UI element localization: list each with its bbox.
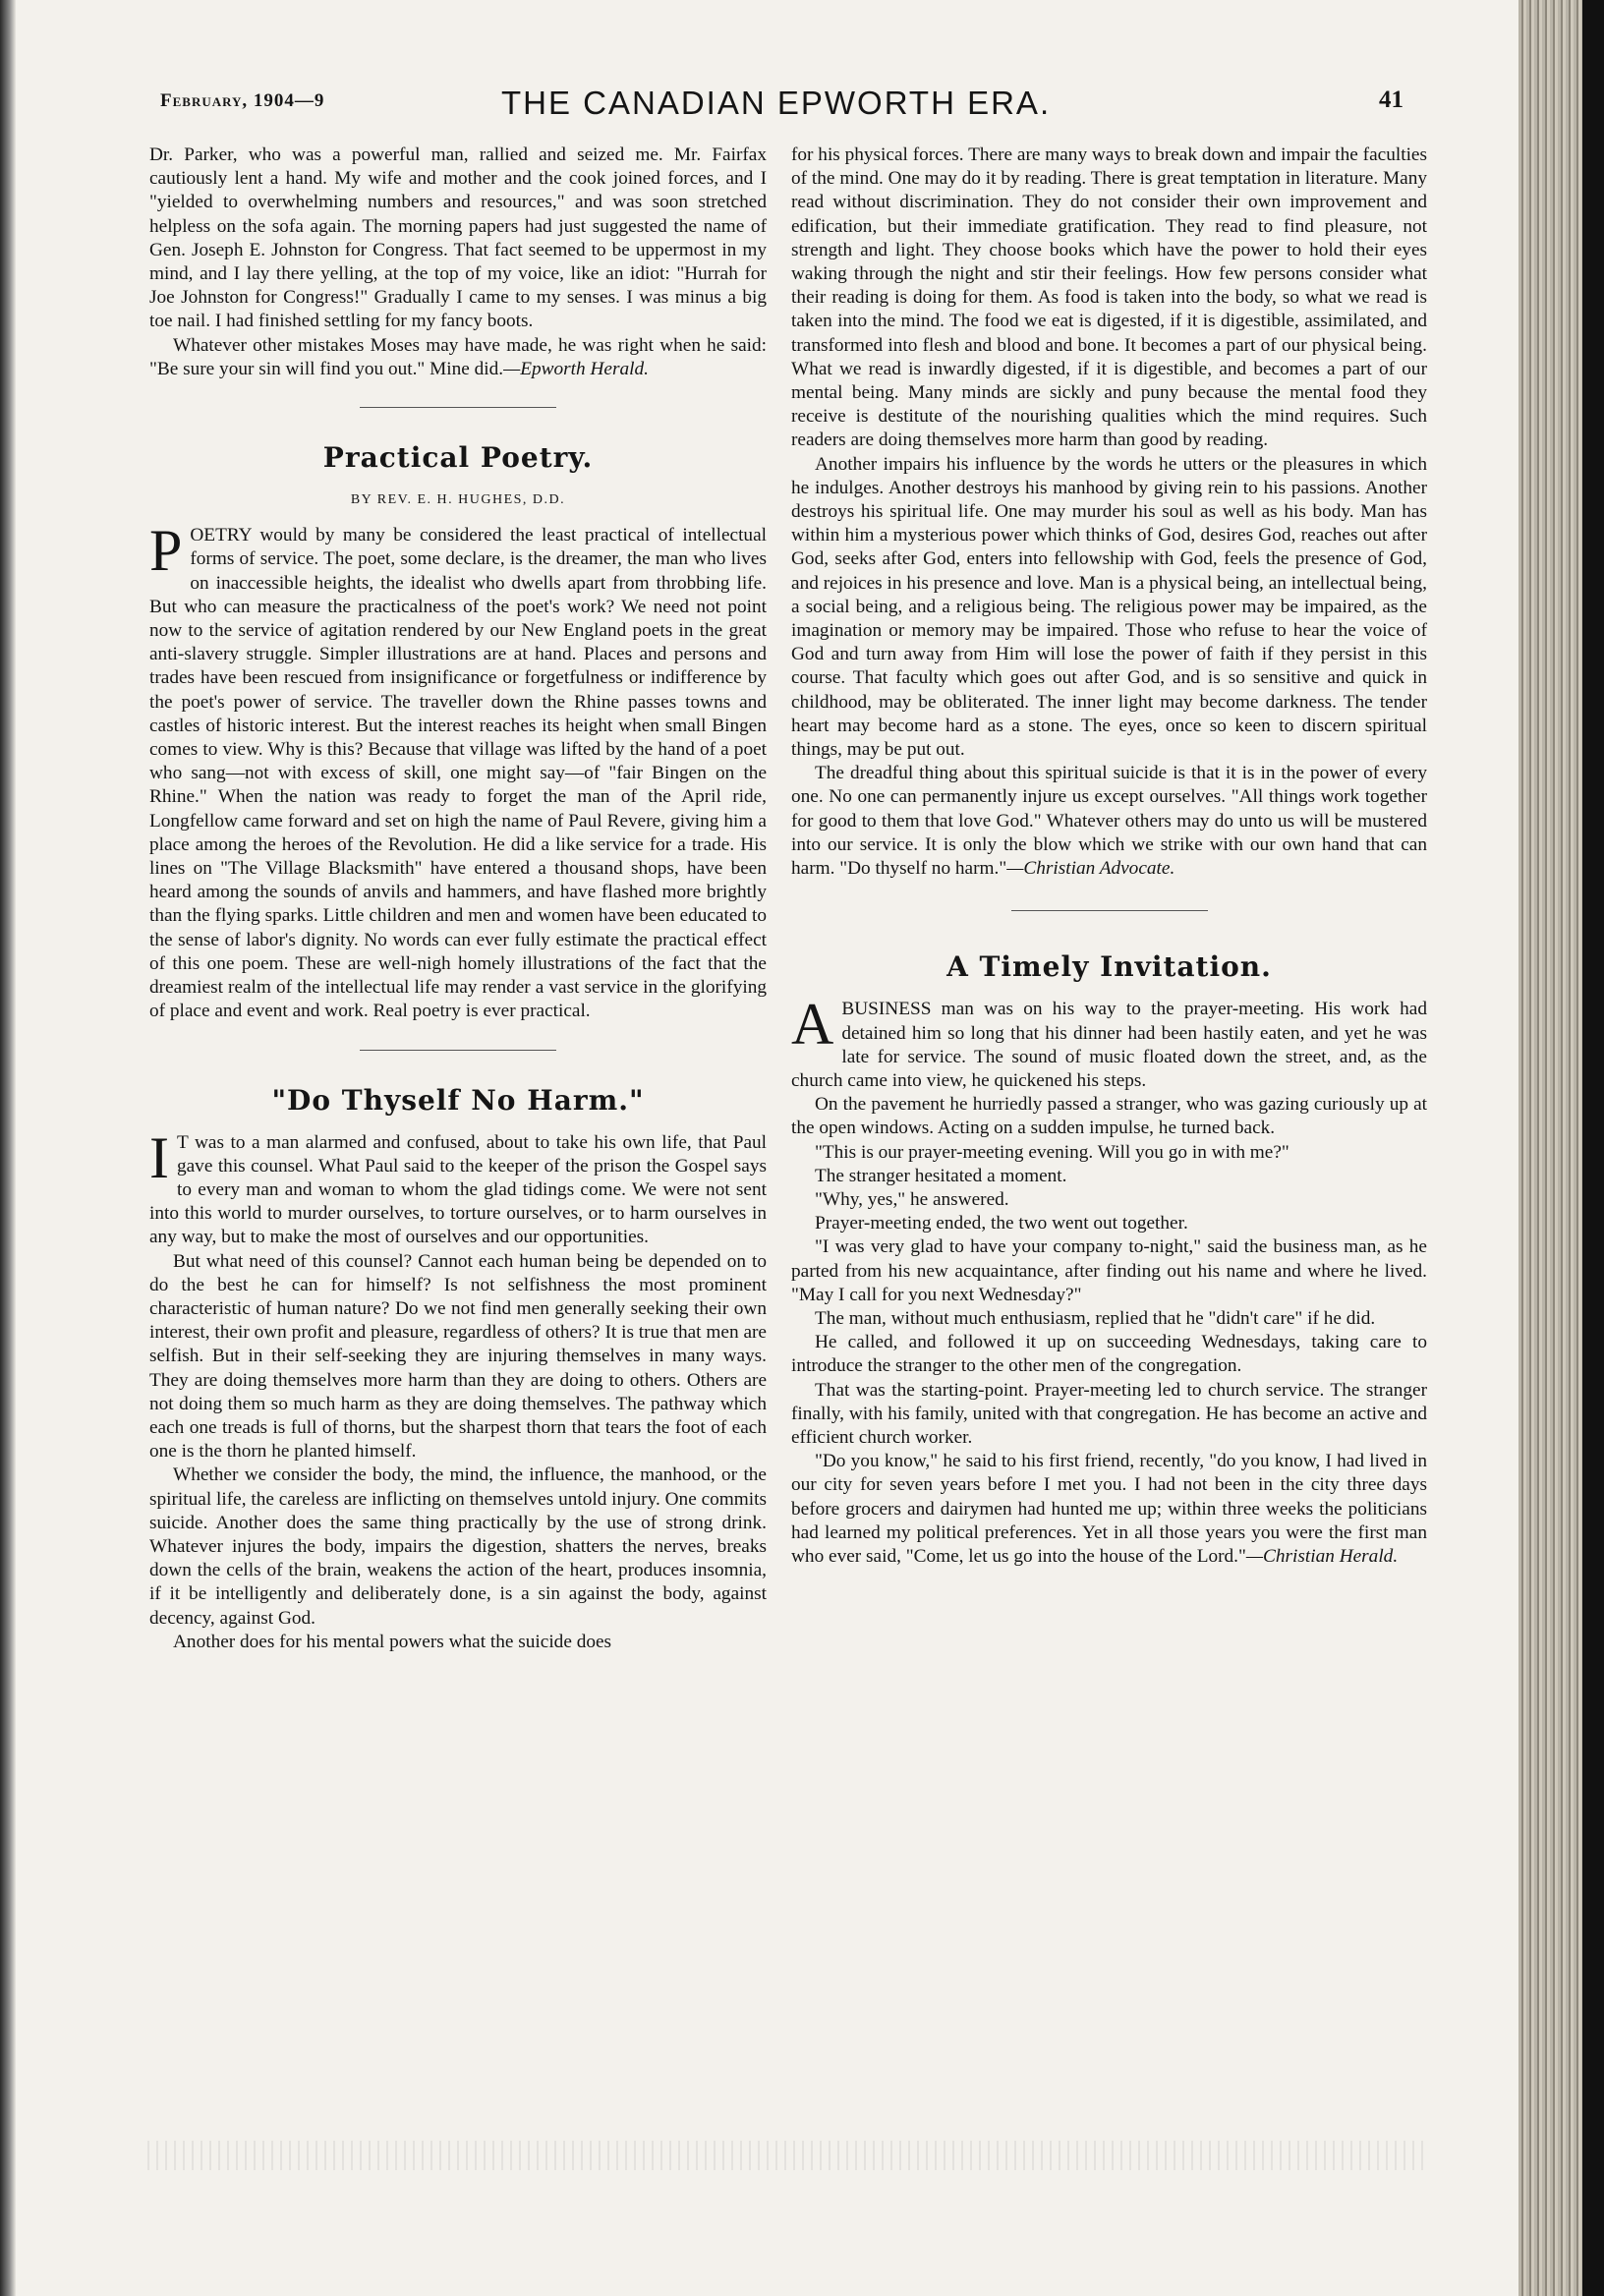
harm-continued-3: The dreadful thing about this spiritual suicide is that it is in the power of every one. No one can permanently injure us except ourselves. "All things work together for good to them that love God." Whatever others may do unto us will be mustered into our service. It is only the blow which we strike with our own hand that can harm. "Do thyself no harm."—Christian Advocate. [791, 763, 1427, 880]
section-divider [360, 1050, 556, 1051]
invitation-paragraph-3: "This is our prayer-meeting evening. Will you go in with me?" [815, 1141, 1289, 1163]
harm-continued-1: for his physical forces. There are many ways to break down and impair the faculties of the mind. One may do it by reading. There is great temptation in literature. Many read without discrimination. They do not consider their own improvement and edification, but their immediate gratification. They read to find pleasure, not strength and light. They choose books which have the power to hold their eyes waking through the night and stir their feelings. How few persons consider what their reading is doing for them. As food is taken into the body, so what we read is taken into the mind. The food we eat is digested, if it is digestible, assimilated, and transformed into flesh and blood and bone. It becomes a part of our physical being. What we read is inwardly digested, if it is digestible, and becomes a part of our mental being. Many minds are sickly and puny because the mental food they receive is destitute of the nourishing qualities which the mind requires. Such readers are doing themselves more harm than good by reading. [791, 144, 1427, 451]
continued-paragraph-2: Whatever other mistakes Moses may have made, he was right when he said: "Be sure your sin will find you out." Mine did.—Epworth Herald. [149, 334, 767, 379]
harm-paragraph-1: I T was to a man alarmed and confused, about to take his own life, that Paul gave this counsel. What Paul said to the keeper of the prison the Gospel says to every man and woman to whom the glad tidings come. We were not sent into this world to murder ourselves, to torture ourselves, or to harm ourselves in any way, but to make the most of ourselves and our opportunities. [149, 1124, 767, 1248]
harm-paragraph-2: But what need of this counsel? Cannot each human being be depended on to do the best he can for himself? Is not selfishness the most prominent characteristic of human nature? Do we not find men generally seeking their own interest, their own profit and pleasure, regardless of others? It is true that men are selfish. But in their self-seeking they are injuring themselves in many ways. They are doing themselves more harm than they are doing to others. Others are not doing them so much harm as they are doing themselves. The pathway which each one treads is full of thorns, but the sharpest thorn that tears the foot of each one is the thorn he planted himself. [149, 1250, 767, 1463]
invitation-paragraph-11: "Do you know," he said to his first friend, recently, "do you know, I had lived in our city for seven years before I met you. I had not been in the city three days before grocers and dairymen had hunted me up; within three weeks the politicians had learned my political preferences. Yet in all those years you were the first man who ever said, "Come, let us go into the house of the Lord."—Christian Herald. [791, 1451, 1427, 1567]
source-christian-herald: —Christian Herald. [1245, 1545, 1399, 1567]
drop-cap-a: A [791, 992, 834, 1058]
running-header [0, 85, 1518, 124]
drop-cap-p: P [149, 518, 183, 584]
invitation-paragraph-10: That was the starting-point. Prayer-meeting led to church service. The stranger finally, with his family, united with that congregation. He has become an active and efficient church worker. [791, 1379, 1427, 1448]
invitation-paragraph-1: A BUSINESS man was on his way to the prayer-meeting. His work had detained him so long that his dinner had been hastily eaten, and yet he was late for service. The sound of music floated down the street, and, as the church came into view, he quickened his steps. [791, 992, 1427, 1091]
poetry-paragraph: POETRY would by many be considered the least practical of intellectual forms of service. The poet, some declare, is the dreamer, the man who lives on inaccessible heights, the idealist who dwells apart from throbbing life. But who can measure the practicalness of the poet's work? We need not point now to the service of agitation rendered by our New England poets in the great anti-slavery struggle. Simpler illustrations are at hand. Places and persons and trades have been rescued from insignificance or forgetfulness or indifference by the poet's power of service. The traveller down the Rhine passes towns and castles of historic interest. But the interest reaches its height when small Bingen comes to view. Why is this? Because that village was lifted by the hand of a poet who sang—not with excess of skill, one might say—of "fair Bingen on the Rhine." When the nation was ready to forget the man of the April ride, Longfellow came forward and set on high the name of Paul Revere, giving him a place among the heroes of the Revolution. He did a like service for a trade. His lines on "The Village Blacksmith" have entered a thousand shops, have been heard among the sounds of anvils and hammers, and have flashed more brightly than the flying sparks. Little children and men and women have been educated to the sense of labor's dignity. No words can ever fully estimate the practical effect of this one poem. These are well-nigh homely illustrations of the fact that the dreamiest realm of the intellectual life may render a vast service in the glorifying of place and event and work. Real poetry is ever practical. [149, 518, 767, 1022]
invitation-paragraph-7: "I was very glad to have your company to-night," said the business man, as he parted from his new acquaintance, after finding out his name and where he lived. "May I call for you next Wednesday?" [791, 1236, 1427, 1305]
left-column [149, 144, 767, 1654]
invitation-paragraph-6: Prayer-meeting ended, the two went out together. [815, 1213, 1188, 1234]
article-title-timely-invitation: A Timely Invitation. [946, 950, 1272, 984]
invitation-paragraph-5: "Why, yes," he answered. [815, 1188, 1009, 1210]
page-number: 41 [1379, 86, 1404, 113]
invitation-paragraph-8: The man, without much enthusiasm, replied that he "didn't care" if he did. [815, 1307, 1376, 1329]
source-christian-advocate: —Christian Advocate. [1006, 858, 1175, 880]
magazine-title: THE CANADIAN EPWORTH ERA. [501, 85, 1052, 121]
article-byline: BY REV. E. H. HUGHES, D.D. [350, 492, 566, 508]
harm-continued-2: Another impairs his influence by the words he utters or the pleasures in which he indulges. Another destroys his manhood by giving rein to his passions. Another destroys his spiritual life. One may murder his soul as well as his body. Man has within him a mysterious power which thinks of God, desires God, reaches out after God, seeks after God, enters into fellowship with God, feels the presence of God, and rejoices in his presence and love. Man is a physical being, an intellectual being, a social being, and a religious being. The religious power may be impaired, as the imagination or memory may be impaired. Those who refuse to hear the voice of God and turn away from Him will lose the power of faith if they persist in this course. That faculty which goes out after God, and is so sensitive and quick in childhood, may be obliterated. The inner light may become darkness. The tender heart may become hard as a stone. The eyes, once so keen to discern spiritual things, may be put out. [791, 453, 1427, 761]
harm-paragraph-3: Whether we consider the body, the mind, the influence, the manhood, or the spiritual life, the careless are inflicting on themselves untold injury. One commits suicide. Another does the same thing practically by the use of strong drink. Whatever injures the body, impairs the digestion, shatters the nerves, breaks down the cells of the brain, weakens the action of the heart, produces insomnia, if it be intelligently and deliberately done, is a sin against the body, against decency, against God. [149, 1464, 767, 1629]
continued-paragraph-1: Dr. Parker, who was a powerful man, rallied and seized me. Mr. Fairfax cautiously lent a hand. My wife and mother and the cook joined forces, and I "yielded to overwhelming numbers and resources," and was soon stretched helpless on the sofa again. The morning papers had just suggested the name of Gen. Joseph E. Johnston for Congress. That fact seemed to be uppermost in my mind, and I lay there yelling, at the top of my voice, like an idiot: "Hurrah for Joe Johnston for Congress!" Gradually I came to my senses. I was minus a big toe nail. I had finished settling for my fancy boots. [149, 144, 767, 332]
invitation-paragraph-9: He called, and followed it up on succeeding Wednesdays, taking care to introduce the stranger to the other men of the congregation. [791, 1332, 1427, 1377]
harm-paragraph-4: Another does for his mental powers what the suicide does [173, 1631, 612, 1652]
section-divider [1011, 910, 1208, 911]
article-title-do-thyself-no-harm: "Do Thyself No Harm." [271, 1083, 645, 1117]
drop-cap-i: I [149, 1124, 169, 1190]
right-column [791, 144, 1427, 1569]
bleed-through-noise [147, 2141, 1425, 2170]
book-spine-edge [1518, 0, 1604, 2296]
invitation-paragraph-4: The stranger hesitated a moment. [815, 1165, 1067, 1186]
issue-date: February, 1904—9 [160, 90, 325, 111]
invitation-paragraph-2: On the pavement he hurriedly passed a stranger, who was gazing curiously up at the open windows. Acting on a sudden impulse, he turned back. [791, 1094, 1427, 1139]
article-title-practical-poetry: Practical Poetry. [322, 441, 594, 475]
source-epworth-herald: —Epworth Herald. [503, 358, 649, 379]
section-divider [360, 407, 556, 408]
